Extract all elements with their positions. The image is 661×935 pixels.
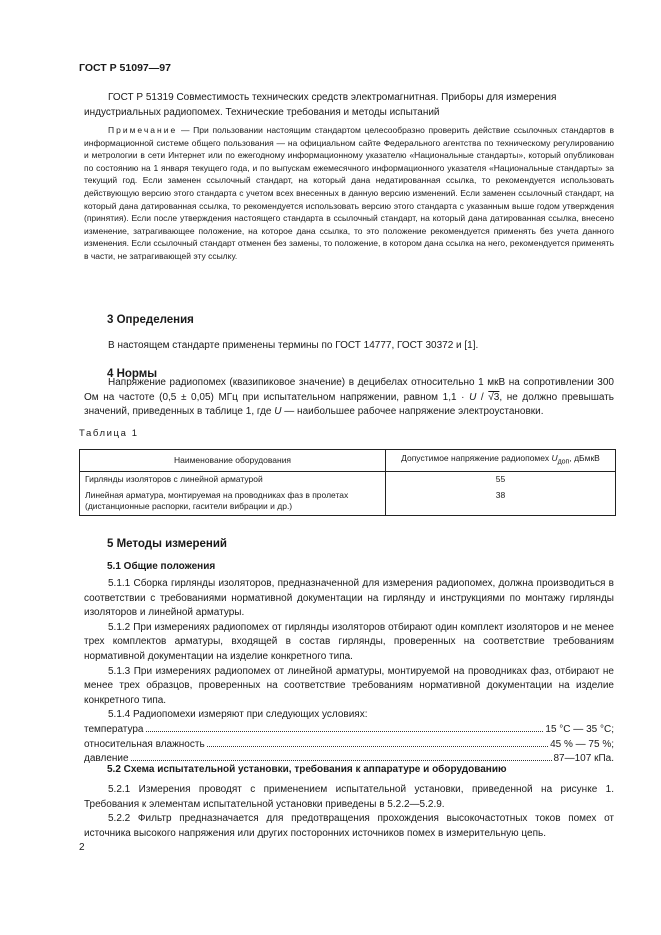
section-4-title: 4 Нормы <box>107 368 158 380</box>
table-cell-equipment: Линейная арматура, монтируемая на проводниках фаз в пролетах (дистанционные распорки, гасители вибрации и др.) <box>80 488 386 516</box>
section-3-body <box>84 339 614 354</box>
note-label: Примечание <box>108 125 178 135</box>
section-5-2-body <box>84 783 614 841</box>
table-cell-limit: 38 <box>386 488 616 516</box>
norms-table <box>79 449 616 516</box>
section-5-1-body <box>84 577 614 767</box>
paragraph-5-1-1: 5.1.1 Сборка гирлянды изоляторов, предназначенной для измерения радиопомех, должна производиться в соответствии с требованиями нормативной документации на гирлянду и инструкциями по монтажу гирлянды изоляторов и линейной арматуры. <box>84 578 614 619</box>
reference-line-1: ГОСТ Р 51319 Совместимость технических средств электромагнитная. Приборы для измерения <box>108 92 557 103</box>
sqrt-symbol: √3 <box>488 391 500 403</box>
condition-value: 87—107 кПа. <box>553 753 614 765</box>
note-text: — При пользовании настоящим стандартом целесообразно проверить действие ссылочных стандартов в информационной системе общего пользования — на официальном сайте Федерального агентства по техническому регулированию и метрологии в сети Интернет или по ежегодному информационному указателю «Национальные стандарты», который опубликован по состоянию на 1 января текущего года, и по выпускам ежемесячного информационного указателя «Национальные стандарты» за текущий год. Если заменен ссылочный стандарт, на который дана недатированная ссылка, то рекомендуется использовать действующую версию этого стандарта с учетом всех внесенных в данную версию изменений. Если заменен ссылочный стандарт, на который дана датированная ссылка, то рекомендуется использовать версию этого стандарта с указанным выше годом утверждения (принятия). Если после утверждения настоящего стандарта в ссылочный стандарт, на который дана датированная ссылка, внесено изменение, затрагивающее положение, на которое дана ссылка, то это положение рекомендуется применять без учета данного изменения. Если ссылочный стандарт отменен без замены, то положение, в котором дана ссылка на него, рекомендуется применять в части, не затрагивающей эту ссылку. <box>84 125 614 261</box>
page-number: 2 <box>79 842 85 853</box>
condition-label: относительная влажность <box>84 738 205 750</box>
section-3-title: 3 Определения <box>107 314 194 326</box>
paragraph-5-1-3: 5.1.3 При измерениях радиопомех от линейной арматуры, монтируемой на проводниках фаз, отбирают не менее трех образцов, проверенных на соответствие требованиям нормативной документации на изделие конкретного типа. <box>84 665 614 706</box>
condition-value: 15 °С — 35 °С; <box>545 723 614 735</box>
condition-row <box>84 738 614 753</box>
subsection-5-1-title: 5.1 Общие положения <box>107 561 216 572</box>
table-caption: Таблица 1 <box>79 428 139 439</box>
table-cell-equipment: Гирлянды изоляторов с линейной арматурой <box>80 472 386 488</box>
condition-value: 45 % — 75 %; <box>550 738 614 750</box>
paragraph-5-1-2: 5.1.2 При измерениях радиопомех от гирлянды изоляторов отбирают один комплект изоляторов и не менее трех комплектов арматуры, входящей в состав гирлянды, проверенных на соответствие требованиям нормативной документации на изделие конкретного типа. <box>84 621 614 662</box>
subsection-5-2-title: 5.2 Схема испытательной установки, требования к аппаратуре и оборудованию <box>107 764 507 775</box>
conditions-list <box>84 723 614 767</box>
section-3-text: В настоящем стандарте применены термины по ГОСТ 14777, ГОСТ 30372 и [1]. <box>108 340 479 351</box>
table-header-limit: Допустимое напряжение радиопомех $U_{доп}$, дБмкВ <box>386 450 616 472</box>
note-paragraph <box>84 124 614 263</box>
condition-label: давление <box>84 753 129 765</box>
condition-label: температура <box>84 723 144 735</box>
reference-entry <box>84 91 614 120</box>
section-5-title: 5 Методы измерений <box>107 538 227 550</box>
reference-line-2: индустриальных радиопомех. Технические требования и методы испытаний <box>84 106 440 118</box>
table-row <box>80 472 616 488</box>
paragraph-5-2-2: 5.2.2 Фильтр предназначается для предотвращения прохождения высокочастотных токов помех от источника высокого напряжения или других посторонних источников помех в измерительную цепь. <box>84 813 614 839</box>
table-row <box>80 488 616 516</box>
document-code: ГОСТ Р 51097—97 <box>79 62 171 74</box>
table-cell-limit: 55 <box>386 472 616 488</box>
paragraph-5-2-1: 5.2.1 Измерения проводят с применением испытательной установки, приведенной на рисунке 1. Требования к элементам испытательной установки приведены в 5.2.2—5.2.9. <box>84 784 614 810</box>
table-header-equipment: Наименование оборудования <box>80 450 386 472</box>
section-4-body: Напряжение радиопомех (квазипиковое значение) в децибелах относительно 1 мкВ на сопротивлении 300 Ом на частоте (0,5 ± 0,05) МГц при испытательном напряжении, равном 1,1 · U / √3, не должно превышать значений, приведенных в таблице 1, где U — наибольшее рабочее напряжение электроустановки. <box>84 377 614 418</box>
condition-row <box>84 723 614 738</box>
paragraph-5-1-4: 5.1.4 Радиопомехи измеряют при следующих условиях: <box>108 709 368 721</box>
